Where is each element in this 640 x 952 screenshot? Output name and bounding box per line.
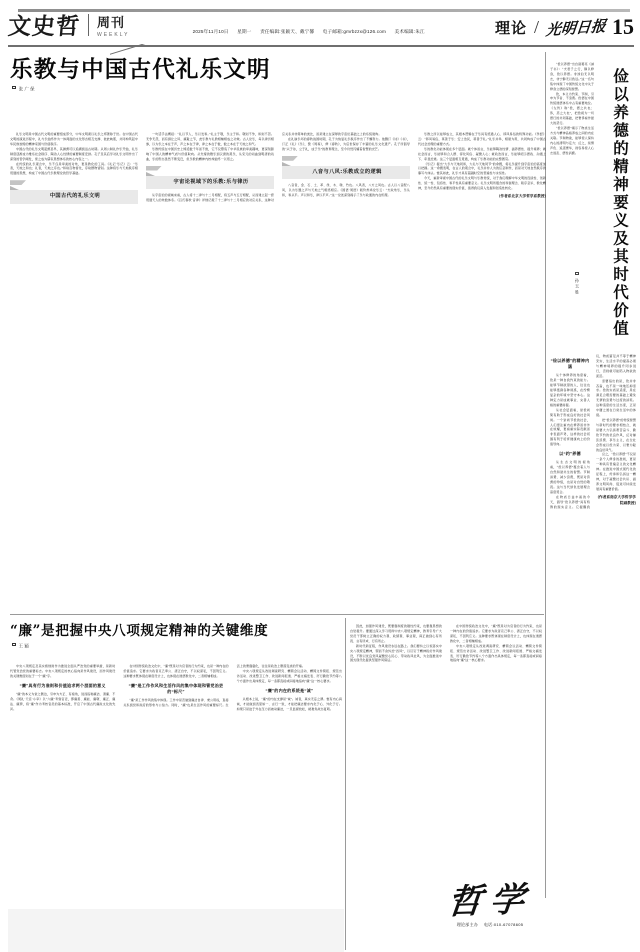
article-main-byline — [12, 86, 545, 93]
footer-phone: 电话:010-67078605 — [483, 922, 524, 927]
article-main-columns — [10, 132, 546, 612]
masthead-section — [97, 15, 129, 38]
philosophy-section-logo — [430, 879, 550, 936]
masthead-slash-icon: / — [533, 17, 539, 37]
article-second-author: 王颖 — [18, 643, 31, 649]
paragraph: 《乐记》提出“大乐与天地同和，大礼与天地同节”的命题，将礼乐提升到宇宙论的高度加以把握。这一命题表明，在古人的观念中，礼乐并非人为的任意制作，而是对天地自然秩序的摹写与体认。惟其如此，礼乐才具有超越时空的普遍性与永恒性。 — [418, 161, 546, 176]
publication-logo: 文史哲 — [6, 13, 82, 40]
section-rule-middle — [10, 614, 544, 615]
paragraph: 乐的教化功能体现在多个层面。就个体而言，乐能够陶冶性情、涵养德性、提升境界；就社会而言，乐能够和合人群、淳化风俗、凝聚人心；就政治而言，乐能够昭示德政、沟通上下、彰显治道。这三个层面相互贯通，构成了乐教功能的完整图景。 — [418, 146, 546, 161]
article-right-subhead-2: 以“约”养德 — [559, 451, 581, 457]
article-right-author: 孙玉胜 — [575, 278, 580, 296]
paragraph: 在中国传统政治文化中，“廉”既是对为官者的行为约束，也是一种内在的价值追求。它要求为政者克己奉公、清正自守，不以权谋私，不因利忘义。这种要求既体现在制度设计上，也体现在道德教化中，二者相辅相成。 — [123, 664, 229, 678]
article-second-subhead-3: “廉”的内在的系统是“诚” — [265, 687, 314, 693]
paper-nameplate: 光明日报 — [545, 16, 607, 40]
paragraph: 新时代新征程，作风建设永远在路上。我们要持之以恒落实中央八项规定精神，锲而不舍纠治“四风”，以钉钉子精神抓好作风建设，不断以优良党风凝聚党心民心、带动政风社风，为全面推进中国式现代化提供坚强作风保证。 — [350, 643, 442, 663]
paragraph: 需要指出的是，俭并非吝啬，也不是一味地压抑需求。俭的实质是适度，是在满足合理需要的基础上避免无谓的浪费与过度的消耗。这种适度的生活态度，正是中庸之道在日常生活中的体现。 — [596, 378, 636, 418]
article-right-title: 俭以养德的精神要义及其时代价值 — [611, 68, 630, 338]
paragraph: 从个体修养的角度看，俭是一种自我约束的能力。能够节制欲望的人，往往也能够抵御各种诱惑，在纷繁复杂的环境中坚守本心。这种定力是成就事业、完善人格的重要前提。 — [550, 373, 590, 407]
paragraph: 总之，“俭以养德”不仅是一条个人修身的准则，更是一种具有普遍意义的文化精神。在推进中国式现代化的征程上，传承和弘扬这一精神，对于凝聚社会共识、涵养文明风尚、促进可持续发展具有重要价值。 — [596, 452, 636, 491]
paragraph: 在物质日益丰裕的今天，倡导“俭以养德”具有特殊的现实意义。它提醒我们，物质富足并不等于精神充实，生活水平的提高必须与精神境界的提升同步进行，否则就可能陷入物欲的泥沼。 — [550, 354, 636, 509]
article-main-author: 张广保 — [18, 86, 36, 92]
paragraph: 中央八项规定从改进调查研究、精简会议活动、精简文件简报、规范出访活动、改进警卫工作、改进新闻报道、严格文稿发表、厉行勤俭节约等八个方面作出具体规定，每一条都直接或间接地指向“廉”这一核心要求。 — [450, 643, 542, 663]
masthead-brand — [8, 14, 129, 38]
paragraph: 在礼崩乐坏的春秋战国时期，孔子为恢复礼乐秩序作出了不懈努力。他删订《诗》《书》，订正《礼》《乐》，赞《周易》，修《春秋》，为后世保存了丰富的礼乐文化遗产。孔子所倡导的“兴于诗，立于礼，成于乐”的教育理念，至今仍然闪耀着智慧的光芒。 — [282, 136, 410, 151]
article-main-subhead-3: 八音与八风:乐教成立的逻辑 — [282, 166, 410, 180]
paragraph: 乐教传统在中国历史上绵延数千年而不绝，它不仅塑造了中华民族的审美趣味，更深刻影响了中国人的精神气质与价值取向。从先秦的雅乐到汉唐的燕乐，从宋元的词曲到明清的戏曲，乐的形态虽然不断变迁，但乐教的精神内核却始终一以贯之。 — [146, 146, 274, 161]
masthead-top-rule — [18, 9, 630, 12]
paragraph: 乐教之所以能够成立，其根本逻辑在于乐具有感通人心、移风易俗的特殊功能。《孝经》云：“移风易俗，莫善于乐；安上治民，莫善于礼。”礼乐并举，相须为用，共同构成了中国古代社会治理的重要方式。 — [418, 132, 546, 146]
issue-weekday: 星期一 — [237, 29, 252, 34]
paragraph: “俭以养德”出自诸葛亮《诫子书》：“夫君子之行，静以修身，俭以养德。非淡泊无以明志，非宁静无以致远。”这一名句集中体现了中国传统文化中关于修身立德的深刻智慧。 — [550, 62, 594, 91]
paragraph: “廉”的本义为堂之侧边，引申为方正、有棱角，进而指称廉洁、清廉、不贪。《周礼·天官·小宰》以“六廉”考察官吏，即廉善、廉能、廉敬、廉正、廉法、廉辨，将“廉”作为考核官员的基本标准，开启了中国古代廉政文化的先河。 — [10, 691, 116, 711]
article-second-header — [10, 624, 340, 654]
paragraph: 把“俭以养德”的传统智慧与新时代的要求相结合，就是要大力弘扬艰苦奋斗、勤俭节约的优良作风，反对铺张浪费、享乐主义，在全社会形成以俭为荣、以奢为耻的良好风气。 — [596, 417, 636, 452]
paragraph: 从根本上说，“廉”的内在支撑是“诚”。诚者，真实无妄之谓。惟有内心真诚，才能做到表里如一、言行一致，才能把廉洁要求内化于心、外化于行。如果只是迫于外在压力而被动廉洁，一旦监督放松，就难免故态复萌。 — [236, 696, 342, 711]
article-main-title: 乐教与中国古代礼乐文明 — [10, 57, 271, 83]
article-right-subhead-1: “俭以养德”的精神内涵 — [550, 358, 590, 370]
art-editor: 美术编辑:朱江 — [394, 29, 425, 34]
section-category: 理论 — [494, 21, 527, 37]
column-rule-lower — [345, 618, 346, 950]
paragraph: 今天，重新审视中国古代的礼乐文明与乐教传统，对于我们理解中华文明的连续性、创新性、统一性、包容性、和平性具有重要意义。礼乐文明所蕴含的和谐理念、秩序意识、教化精神，至今仍然具有重要的现实价值，值得我们深入发掘和创造性转化。 — [418, 176, 546, 191]
paragraph: 因此，加强作风建设，既要靠制度的刚性约束，也要靠思想的自觉提升。要通过深入学习贯彻中央八项规定精神，教育引导广大党员干部树立正确的权力观、政绩观、事业观，真正做到心有所畏、言有所戒、行有所止。 — [350, 624, 442, 643]
article-second-subhead-1: “廉”具有行为准则和价值追求两个层面的意义 — [19, 682, 106, 688]
byline-square-icon — [12, 86, 16, 90]
paragraph: 中央八项规定从改进调查研究、精简会议活动、精简文件简报、规范出访活动、改进警卫工作、改进新闻报道、严格文稿发表、厉行勤俭节约等八个方面作出具体规定，每一条都直接或间接地指向“廉”这一核心要求。 — [236, 668, 342, 683]
article-right — [548, 54, 638, 899]
philosophy-footer-info — [430, 922, 550, 928]
section-name-en: WEEKLY — [97, 31, 130, 38]
responsible-editor: 责任编辑:张颖天、戴宁馨 — [260, 29, 315, 34]
article-right-credit: (作者系南京大学哲学学院副教授) — [597, 494, 636, 505]
article-second-title: “廉”是把握中央八项规定精神的关键维度 — [10, 623, 269, 639]
paragraph: 从社会层面看，崇俭尚简有助于形成良好的社会风尚。一个崇尚节俭的社会，人们更注重内在修养而非外在炫耀，更看重实际贡献而非表面声势，这样的社会氛围有利于培育健康向上的价值导向。 — [550, 407, 590, 447]
paragraph: 礼乐文明是中国古代文明的重要组成部分，中华文明素以礼乐之邦著称于世。在中国古代文明的演进历程中，礼与乐始终作为一体两面的文化形态相互支撑、彼此映照，共同构筑起中华民族独特的精神家园与价值秩序。 — [10, 132, 138, 146]
paragraph: “廉”是工作作风的集中体现。工作中是否做到廉洁自律、秉公用权，直接关系到党和政府的形象与公信力。同时，“廉”也是生活作风的重要标尺。生活上的奢靡腐化，往往是政治上堕落变质的开端。 — [123, 664, 306, 707]
paragraph: 中央八项规定及其实施细则作为推进全面从严治党的重要举措，是新时代管党治党的重要标志。中央八项规定的核心指向是作风建设，而作风建设的关键维度则在于一个“廉”字。 — [10, 664, 116, 678]
page-number: 15 — [611, 14, 634, 40]
footer-department: 理论部主办 — [456, 922, 479, 927]
contact-email: 电子邮箱:gmrbzzx@126.com — [322, 29, 387, 34]
subhead-tab-icon — [10, 180, 138, 185]
paragraph: 中国古代的礼乐文明起源甚早，其渊源可以追溯到远古时期。从周公制礼作乐开始，礼乐制度逐渐成为维系社会秩序、陶冶人心性情的重要制度安排。孔子及其后学对礼乐文明作出了深刻的哲学阐发，使之成为儒家思想体系的核心内容之一。 — [10, 146, 138, 161]
masthead-right — [494, 14, 634, 40]
subhead-tab-icon — [146, 166, 274, 171]
article-right-intro — [550, 62, 594, 348]
page-body — [0, 46, 640, 927]
article-main-header — [10, 58, 545, 97]
article-second-byline — [12, 643, 340, 650]
paragraph: 一句话手法概括：“礼以节人，乐以发和。”礼主于敬，乐主于和。敬则不争，和则不怨。无争无怨，而有揖让之风、廉耻之节，此乐教与礼教相辅相成之功效。古人论乐，每以律历相参，以为乐之本在于声，声之本在于律，律之本在于数，数之本在于天地之和气。 — [146, 132, 274, 146]
issue-date: 2025年11月10日 — [192, 29, 229, 34]
article-main-subhead-1: 中国古代的礼乐文明 — [10, 190, 138, 204]
paragraph: 从生态文明的视角看，“俭以养德”蕴含着人与自然和谐共生的智慧。节制消费、减少浪费，既是对资源的珍惜，也是对自然的敬畏。这与当代绿色发展理念高度契合。 — [550, 460, 590, 494]
masthead-info-line — [193, 29, 432, 38]
article-main-subhead-2: 宇宙论视域下的乐教:乐与律历 — [146, 176, 274, 190]
philosophy-logo-glyph: 哲学 — [445, 879, 535, 923]
article-second-subhead-2: “廉”是工作作风和生活作风的集中体现和管党治吏的“标尺” — [128, 682, 224, 694]
paragraph: 八音者，金、石、土、革、丝、木、匏、竹也。八风者，八方之风也。古人以八音配八风，以为乐器之声与天地之气相感相应。《国语·周语》载伶州鸠论乐云：“夫政象乐，乐从和，和从平。声以和乐，律以平声。”这一论述深刻揭示了乐与政通的内在机理。 — [282, 183, 410, 198]
article-right-columns — [550, 354, 636, 879]
byline-square-icon — [12, 643, 16, 647]
paragraph: 在中国传统政治文化中，“廉”既是对为官者的行为约束，也是一种内在的价值追求。它要求为政者克己奉公、清正自守，不以权谋私，不因利忘义。这种要求既体现在制度设计上，也体现在道德教化中，二者相辅相成。 — [450, 624, 542, 643]
article-second-columns — [10, 664, 342, 949]
paragraph: “俭以养德”揭示了物质生活方式与精神品格养成之间的内在关联。节制物欲，能够使人保持内心的清明与定力；反之，纵情声色、追逐奢华，则容易使人心志迷乱、德性消磨。 — [550, 125, 594, 155]
subhead-tab-icon — [282, 156, 410, 161]
section-name-cn: 周刊 — [97, 14, 126, 30]
paragraph: 在传统的礼乐观念中，乐不仅是审美的对象，更是教化的工具。《礼记·乐记》云：“乐者，天地之和也；礼者，天地之序也。”和故百物皆化，序故群物皆别。这种将乐与天地秩序相贯通的思想，构成了中国古代乐教理论的哲学基础。 — [10, 161, 138, 176]
article-main-credit: (作者系北京大学哲学系教授) — [499, 194, 546, 199]
masthead — [0, 0, 640, 46]
masthead-divider — [88, 14, 89, 36]
paragraph: 俭，本义为约束、节制，引申为节省、不浪费。俭德在中国传统道德体系中占有重要地位。《左传》称“俭，德之共也；侈，恶之大也”，把俭视为一切德行的共同基础，把奢侈看作最大的恶行。 — [550, 91, 594, 126]
paragraph: 从宇宙论的视域来看，古人将十二律与十二月相配，将五声与五行相配，从而建立起一套贯通天人的象数体系。《吕氏春秋·音律》详细记载了十二律与十二月相应的对应关系，这种对应关系并非简单的类比，而是建立在深厚的宇宙论基础之上的系统建构。 — [146, 132, 382, 202]
